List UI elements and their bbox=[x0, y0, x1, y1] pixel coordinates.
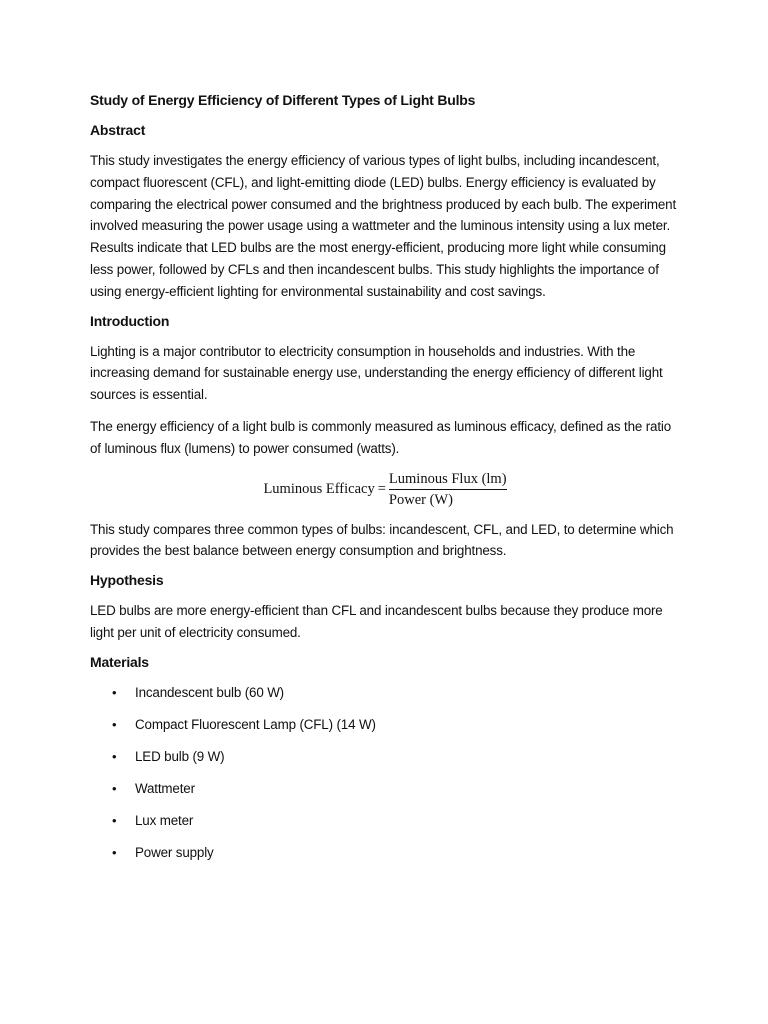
abstract-heading: Abstract bbox=[90, 122, 146, 138]
introduction-paragraph-3: This study compares three common types of bulbs: incandescent, CFL, and LED, to determine which provides the best balance between energy consumption and brightness. bbox=[90, 521, 674, 559]
material-label: LED bulb (9 W) bbox=[135, 748, 225, 764]
formula-equals: = bbox=[377, 480, 386, 497]
material-label: Lux meter bbox=[135, 812, 194, 828]
bullet-icon: • bbox=[112, 748, 117, 764]
abstract-paragraph: This study investigates the energy efficiency of various types of light bulbs, including incandescent, compact fluorescent (CFL), and light-emitting diode (LED) bulbs. Energy efficiency is evaluated by comparing the electrical power consumed and the brightness produced by each bulb. The experiment involved measuring the power usage using a wattmeter and the luminous intensity using a lux meter. Results indicate that LED bulbs are the most energy-efficient, producing more light while consuming less power, followed by CFLs and then incandescent bulbs. This study highlights the importance of using energy-efficient lighting for environmental sustainability and cost savings. bbox=[90, 153, 677, 299]
list-item bbox=[90, 810, 680, 832]
material-label: Compact Fluorescent Lamp (CFL) (14 W) bbox=[135, 716, 376, 732]
bullet-icon: • bbox=[112, 684, 117, 700]
hypothesis-heading: Hypothesis bbox=[90, 572, 164, 589]
material-label: Power supply bbox=[135, 844, 214, 860]
list-item bbox=[90, 842, 680, 864]
introduction-paragraph-1: Lighting is a major contributor to electricity consumption in households and industries. With the increasing demand for sustainable energy use, understanding the energy efficiency of different light sources is essential. bbox=[90, 343, 663, 403]
hypothesis-paragraph: LED bulbs are more energy-efficient than CFL and incandescent bulbs because they produce more light per unit of electricity consumed. bbox=[90, 603, 663, 640]
formula-numerator: Luminous Flux (lm) bbox=[389, 470, 507, 490]
materials-list bbox=[90, 682, 680, 864]
document-title: Study of Energy Efficiency of Different Types of Light Bulbs bbox=[90, 92, 476, 108]
formula-lhs: Luminous Efficacy bbox=[263, 480, 375, 497]
introduction-paragraph-2: The energy efficiency of a light bulb is commonly measured as luminous efficacy, defined as the ratio of luminous flux (lumens) to power consumed (watts). bbox=[90, 418, 672, 456]
list-item bbox=[90, 746, 680, 768]
list-item bbox=[90, 682, 680, 704]
bullet-icon: • bbox=[112, 812, 117, 828]
list-item bbox=[90, 778, 680, 800]
bullet-icon: • bbox=[112, 844, 117, 860]
formula-fraction bbox=[389, 470, 507, 509]
material-label: Wattmeter bbox=[135, 780, 195, 796]
bullet-icon: • bbox=[112, 780, 117, 796]
bullet-icon: • bbox=[112, 716, 117, 732]
introduction-heading: Introduction bbox=[90, 312, 170, 329]
luminous-efficacy-formula bbox=[90, 470, 680, 509]
materials-heading: Materials bbox=[90, 653, 149, 670]
formula-denominator: Power (W) bbox=[388, 491, 453, 508]
material-label: Incandescent bulb (60 W) bbox=[135, 684, 284, 700]
document-page bbox=[90, 92, 680, 874]
list-item bbox=[90, 714, 680, 736]
